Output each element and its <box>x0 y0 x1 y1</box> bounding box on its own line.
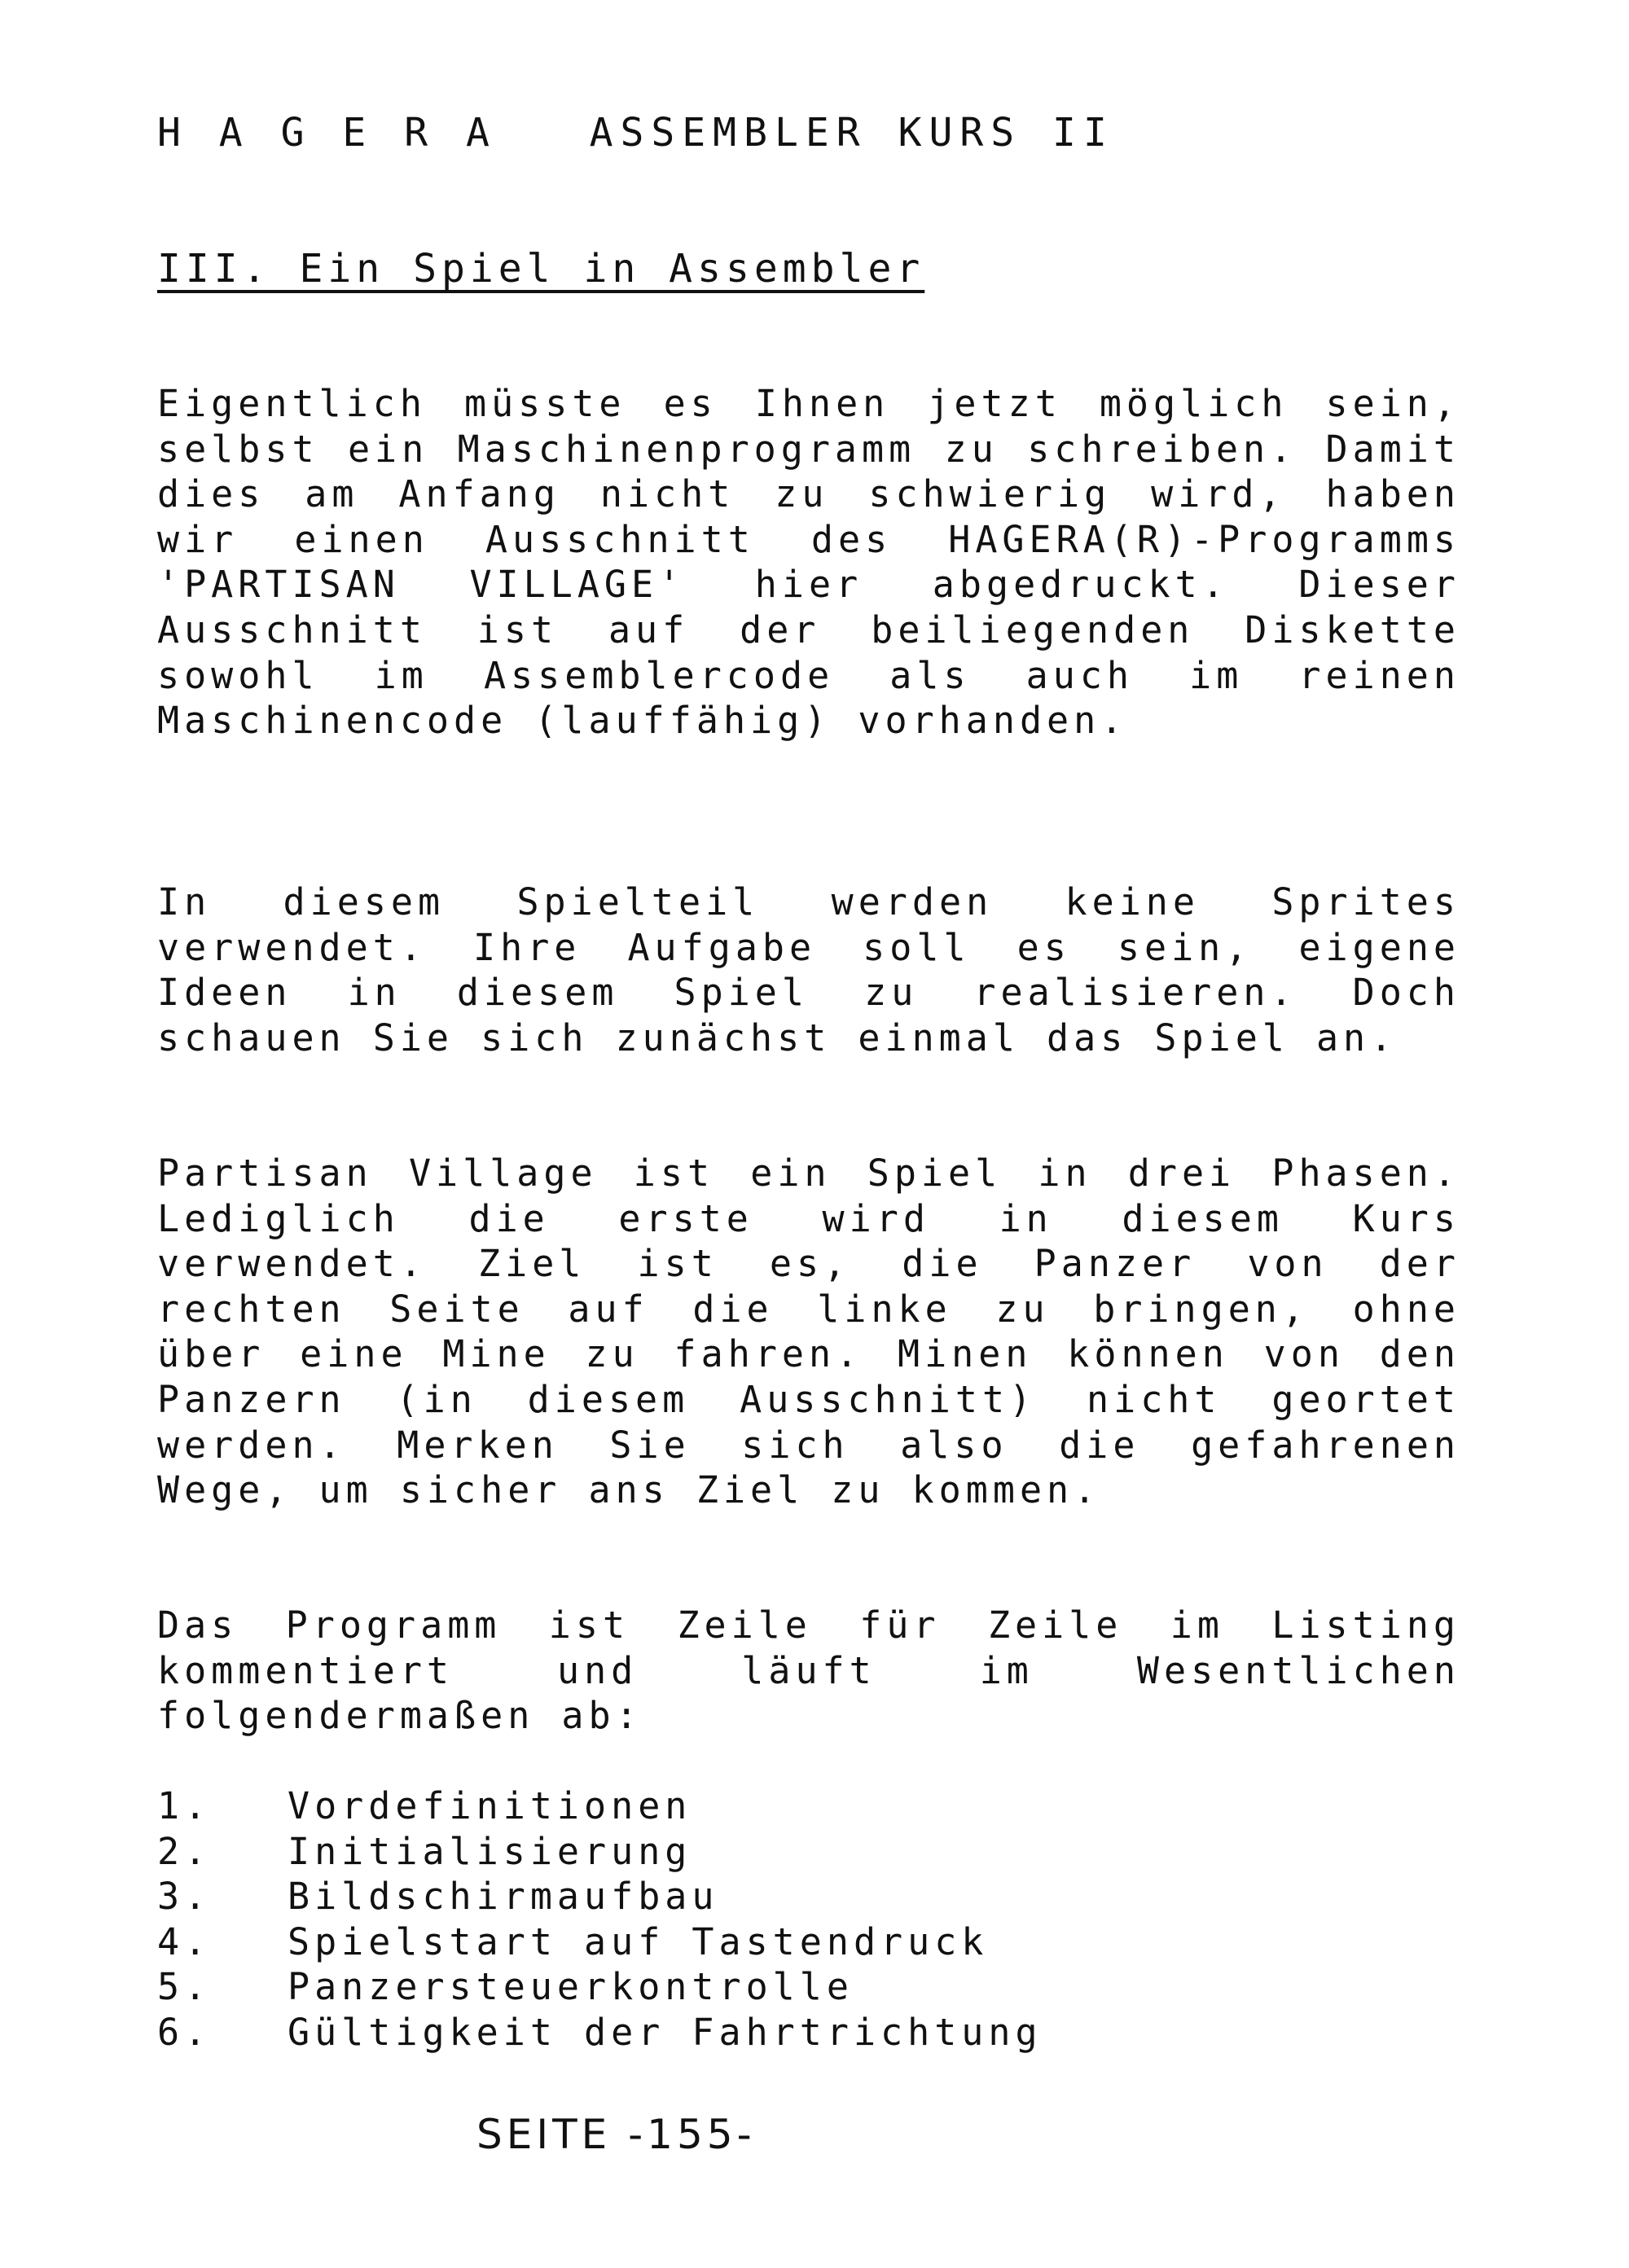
list-item <box>157 2010 1043 2055</box>
paragraph-program-flow: Das Programm ist Zeile für Zeile im Listing kommentiert und läuft im Wesentlichen folgendermaßen ab: <box>157 1603 1460 1738</box>
list-item <box>157 1829 1043 1875</box>
list-item-text: Panzersteuerkontrolle <box>288 1965 854 2009</box>
list-item-number: 5. <box>157 1965 212 2009</box>
list-item-number: 3. <box>157 1875 212 1919</box>
list-item-number: 4. <box>157 1919 212 1963</box>
paragraph-sprites: In diesem Spielteil werden keine Sprites verwendet. Ihre Aufgabe soll es sein, eigene Ideen in diesem Spiel zu realisieren. Doch schauen Sie sich zunächst einmal das Spiel an. <box>157 880 1460 1059</box>
list-item-number: 2. <box>157 1829 212 1873</box>
list-item-text: Initialisierung <box>288 1829 692 1873</box>
list-item <box>157 1783 1043 1829</box>
list-item <box>157 1919 1043 1965</box>
list-item-number: 6. <box>157 2010 212 2054</box>
list-item-text: Gültigkeit der Fahrtrichtung <box>288 2010 1043 2054</box>
chapter-heading: III. Ein Spiel in Assembler <box>157 246 925 292</box>
course-header: H A G E R A ASSEMBLER KURS II <box>157 110 1114 156</box>
program-steps-list <box>157 1783 1043 2055</box>
page-number: SEITE -155- <box>476 2111 756 2158</box>
list-item-text: Vordefinitionen <box>288 1784 692 1827</box>
list-item-number: 1. <box>157 1784 212 1827</box>
paragraph-intro: Eigentlich müsste es Ihnen jetzt möglich sein, selbst ein Maschinenprogramm zu schreiben. Damit dies am Anfang nicht zu schwierig wird, haben wir einen Ausschnitt des HAGERA(R)-Programms 'PARTISAN VILLAGE' hier abgedruckt. Dieser Ausschnitt ist auf der beiliegenden Diskette sowohl im Assemblercode als auch im reinen Maschinencode (lauffähig) vorhanden. <box>157 382 1460 743</box>
paragraph-game-description: Partisan Village ist ein Spiel in drei Phasen. Lediglich die erste wird in diesem Kurs verwendet. Ziel ist es, die Panzer von der rechten Seite auf die linke zu bringen, ohne über eine Mine zu fahren. Minen können von den Panzern (in diesem Ausschnitt) nicht geortet werden. Merken Sie sich also die gefahrenen Wege, um sicher ans Ziel zu kommen. <box>157 1152 1460 1512</box>
list-item <box>157 1964 1043 2010</box>
list-item <box>157 1874 1043 1919</box>
list-item-text: Spielstart auf Tastendruck <box>288 1919 989 1963</box>
list-item-text: Bildschirmaufbau <box>288 1875 719 1919</box>
